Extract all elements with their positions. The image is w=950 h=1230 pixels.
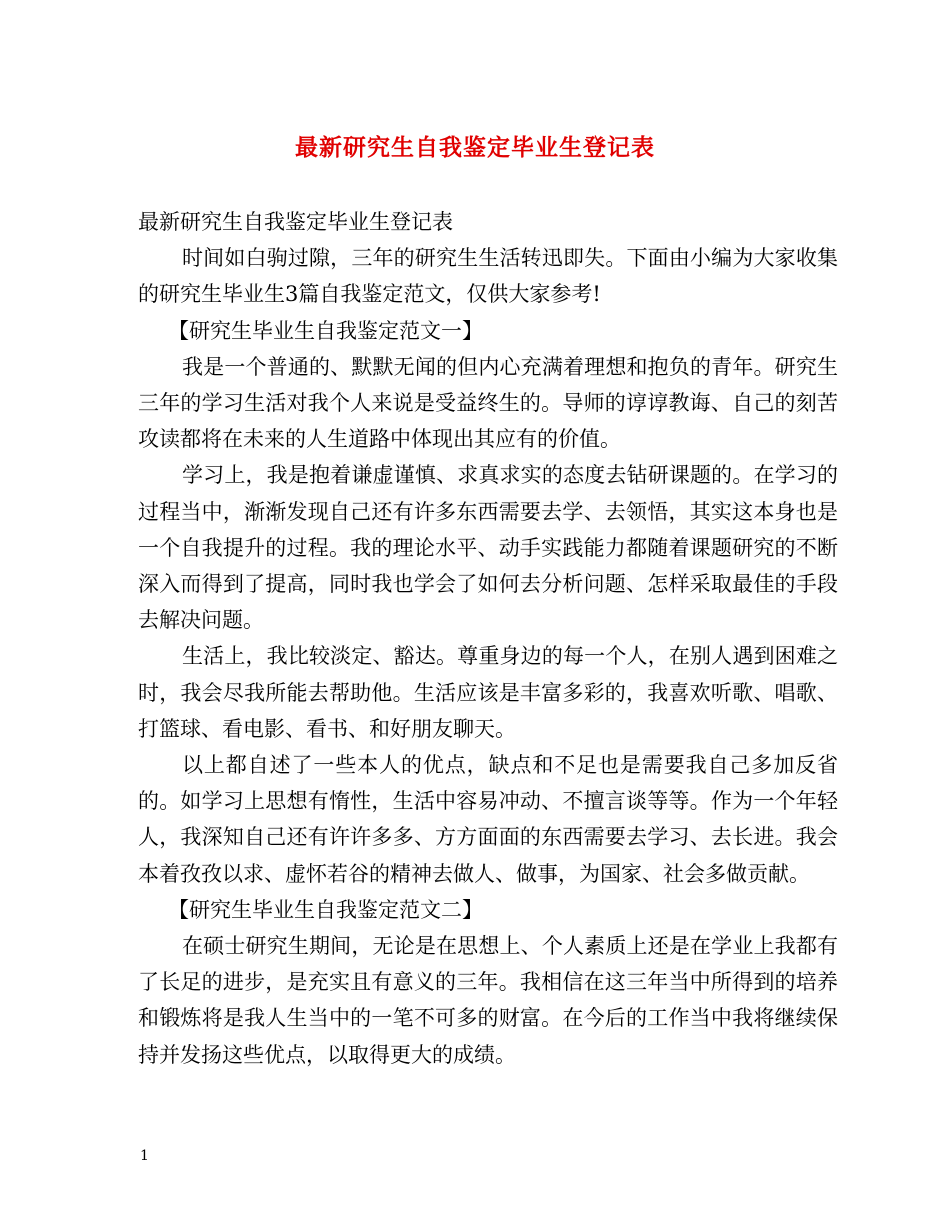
- body-paragraph: 以上都自述了一些本人的优点，缺点和不足也是需要我自己多加反省的。如学习上思想有惰性，生活中容易冲动、不擅言谈等等。作为一个年轻人，我深知自己还有许许多多、方方面面的东西需要去学习、去长进。我会本着孜孜以求、虚怀若谷的精神去做人、做事，为国家、社会多做贡献。: [138, 753, 838, 886]
- body-paragraph: 在硕士研究生期间，无论是在思想上、个人素质上还是在学业上我都有了长足的进步，是充实且有意义的三年。我相信在这三年当中所得到的培养和锻炼将是我人生当中的一笔不可多的财富。在今后的工作当中我将继续保持并发扬这些优点，以取得更大的成绩。: [138, 934, 838, 1067]
- intro-paragraph: 时间如白驹过隙，三年的研究生生活转迅即失。下面由小编为大家收集的研究生毕业生3篇自我鉴定范文，仅供大家参考!: [138, 246, 838, 307]
- section-heading-two: 【研究生毕业生自我鉴定范文二】: [168, 897, 483, 922]
- body-paragraph: 我是一个普通的、默默无闻的但内心充满着理想和抱负的青年。研究生三年的学习生活对我个人来说是受益终生的。导师的谆谆教诲、自己的刻苦攻读都将在未来的人生道路中体现出其应有的价值。: [138, 354, 838, 452]
- document-title: 最新研究生自我鉴定毕业生登记表: [295, 134, 655, 161]
- body-paragraph: 生活上，我比较淡定、豁达。尊重身边的每一个人，在别人遇到困难之时，我会尽我所能去帮助他。生活应该是丰富多彩的，我喜欢听歌、唱歌、打篮球、看电影、看书、和好朋友聊天。: [138, 644, 838, 741]
- page-number: 1: [140, 1148, 149, 1164]
- body-paragraph: 学习上，我是抱着谦虚谨慎、求真求实的态度去钻研课题的。在学习的过程当中，渐渐发现自己还有许多东西需要去学、去领悟，其实这本身也是一个自我提升的过程。我的理论水平、动手实践能力都随着课题研究的不断深入而得到了提高，同时我也学会了如何去分析问题、怎样采取最佳的手段去解决问题。: [138, 463, 838, 633]
- document-subtitle: 最新研究生自我鉴定毕业生登记表: [138, 210, 453, 234]
- section-heading-one: 【研究生毕业生自我鉴定范文一】: [168, 318, 483, 343]
- document-body: [138, 204, 838, 1073]
